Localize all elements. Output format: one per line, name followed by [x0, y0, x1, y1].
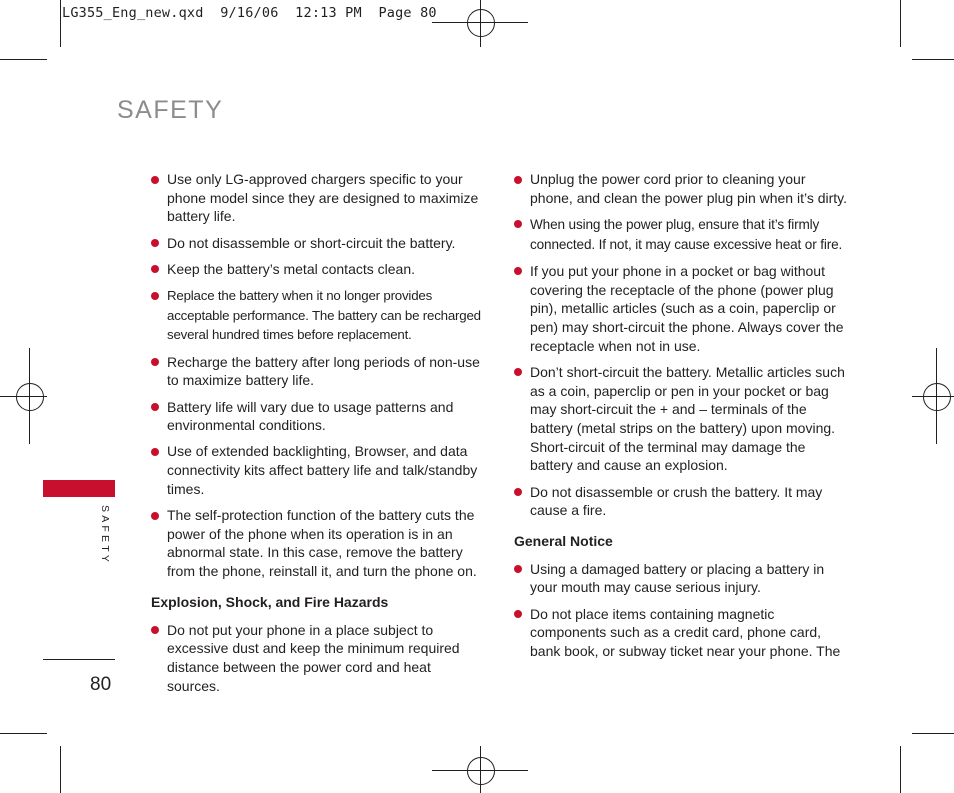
- bullet-icon: [514, 267, 522, 275]
- list-item: Do not disassemble or short-circuit the battery.: [151, 234, 483, 253]
- list-item: If you put your phone in a pocket or bag without covering the receptacle of the phone (power plug pin), metallic articles (such as a coin, paperclip or pen) may short-circuit the phone. Always cover the receptacle when not in use.: [514, 262, 850, 356]
- list-item: Don’t short-circuit the battery. Metallic articles such as a coin, paperclip or pen in your pocket or bag may short-circuit the + and – terminals of the battery (metal strips on the battery) upon moving. Short-circuit of the terminal may damage the battery and cause an explosion.: [514, 363, 850, 475]
- bullet-icon: [514, 220, 522, 228]
- list-item: Do not place items containing magnetic components such as a credit card, phone card, bank book, or subway ticket near your phone. The: [514, 605, 850, 661]
- print-slug-line: LG355_Eng_new.qxd 9/16/06 12:13 PM Page 80: [62, 5, 437, 21]
- list-item: Do not disassemble or crush the battery. It may cause a fire.: [514, 483, 850, 520]
- bullet-icon: [151, 292, 159, 300]
- list-item: When using the power plug, ensure that it’s firmly connected. If not, it may cause excessive heat or fire.: [514, 215, 850, 254]
- bullet-icon: [151, 626, 159, 634]
- bullet-icon: [151, 448, 159, 456]
- bullet-icon: [151, 265, 159, 273]
- list-item: Keep the battery’s metal contacts clean.: [151, 260, 483, 279]
- list-item: Recharge the battery after long periods of non-use to maximize battery life.: [151, 353, 483, 390]
- list-item: Unplug the power cord prior to cleaning your phone, and clean the power plug pin when it’s dirty.: [514, 170, 850, 207]
- bullet-icon: [514, 368, 522, 376]
- bullet-icon: [514, 610, 522, 618]
- bullet-icon: [151, 403, 159, 411]
- page-title: SAFETY: [117, 96, 224, 124]
- bullet-icon: [514, 565, 522, 573]
- list-item: Use of extended backlighting, Browser, and data connectivity kits affect battery life and talk/standby times.: [151, 442, 483, 498]
- list-item: Battery life will vary due to usage patterns and environmental conditions.: [151, 398, 483, 435]
- side-divider: [43, 659, 115, 660]
- left-column: [151, 170, 483, 703]
- bullet-icon: [151, 512, 159, 520]
- bullet-icon: [151, 176, 159, 184]
- bullet-icon: [514, 488, 522, 496]
- section-heading: General Notice: [514, 532, 613, 549]
- section-heading: Explosion, Shock, and Fire Hazards: [151, 593, 389, 610]
- list-item: Use only LG-approved chargers specific to your phone model since they are designed to maximize battery life.: [151, 170, 483, 226]
- side-tab-bar: [43, 480, 115, 497]
- bullet-icon: [151, 239, 159, 247]
- right-column: [514, 170, 850, 668]
- list-item: Do not put your phone in a place subject to excessive dust and keep the minimum required distance between the power cord and heat sources.: [151, 621, 483, 696]
- list-item: Using a damaged battery or placing a battery in your mouth may cause serious injury.: [514, 560, 850, 597]
- list-item: Replace the battery when it no longer provides acceptable performance. The battery can be recharged several hundred times before replacement.: [151, 286, 483, 345]
- bullet-icon: [151, 358, 159, 366]
- page-number: 80: [90, 674, 112, 695]
- side-tab-label: SAFETY: [99, 505, 111, 566]
- bullet-icon: [514, 176, 522, 184]
- list-item: The self-protection function of the battery cuts the power of the phone when its operation is in an abnormal state. In this case, remove the battery from the phone, reinstall it, and turn the phone on.: [151, 506, 483, 581]
